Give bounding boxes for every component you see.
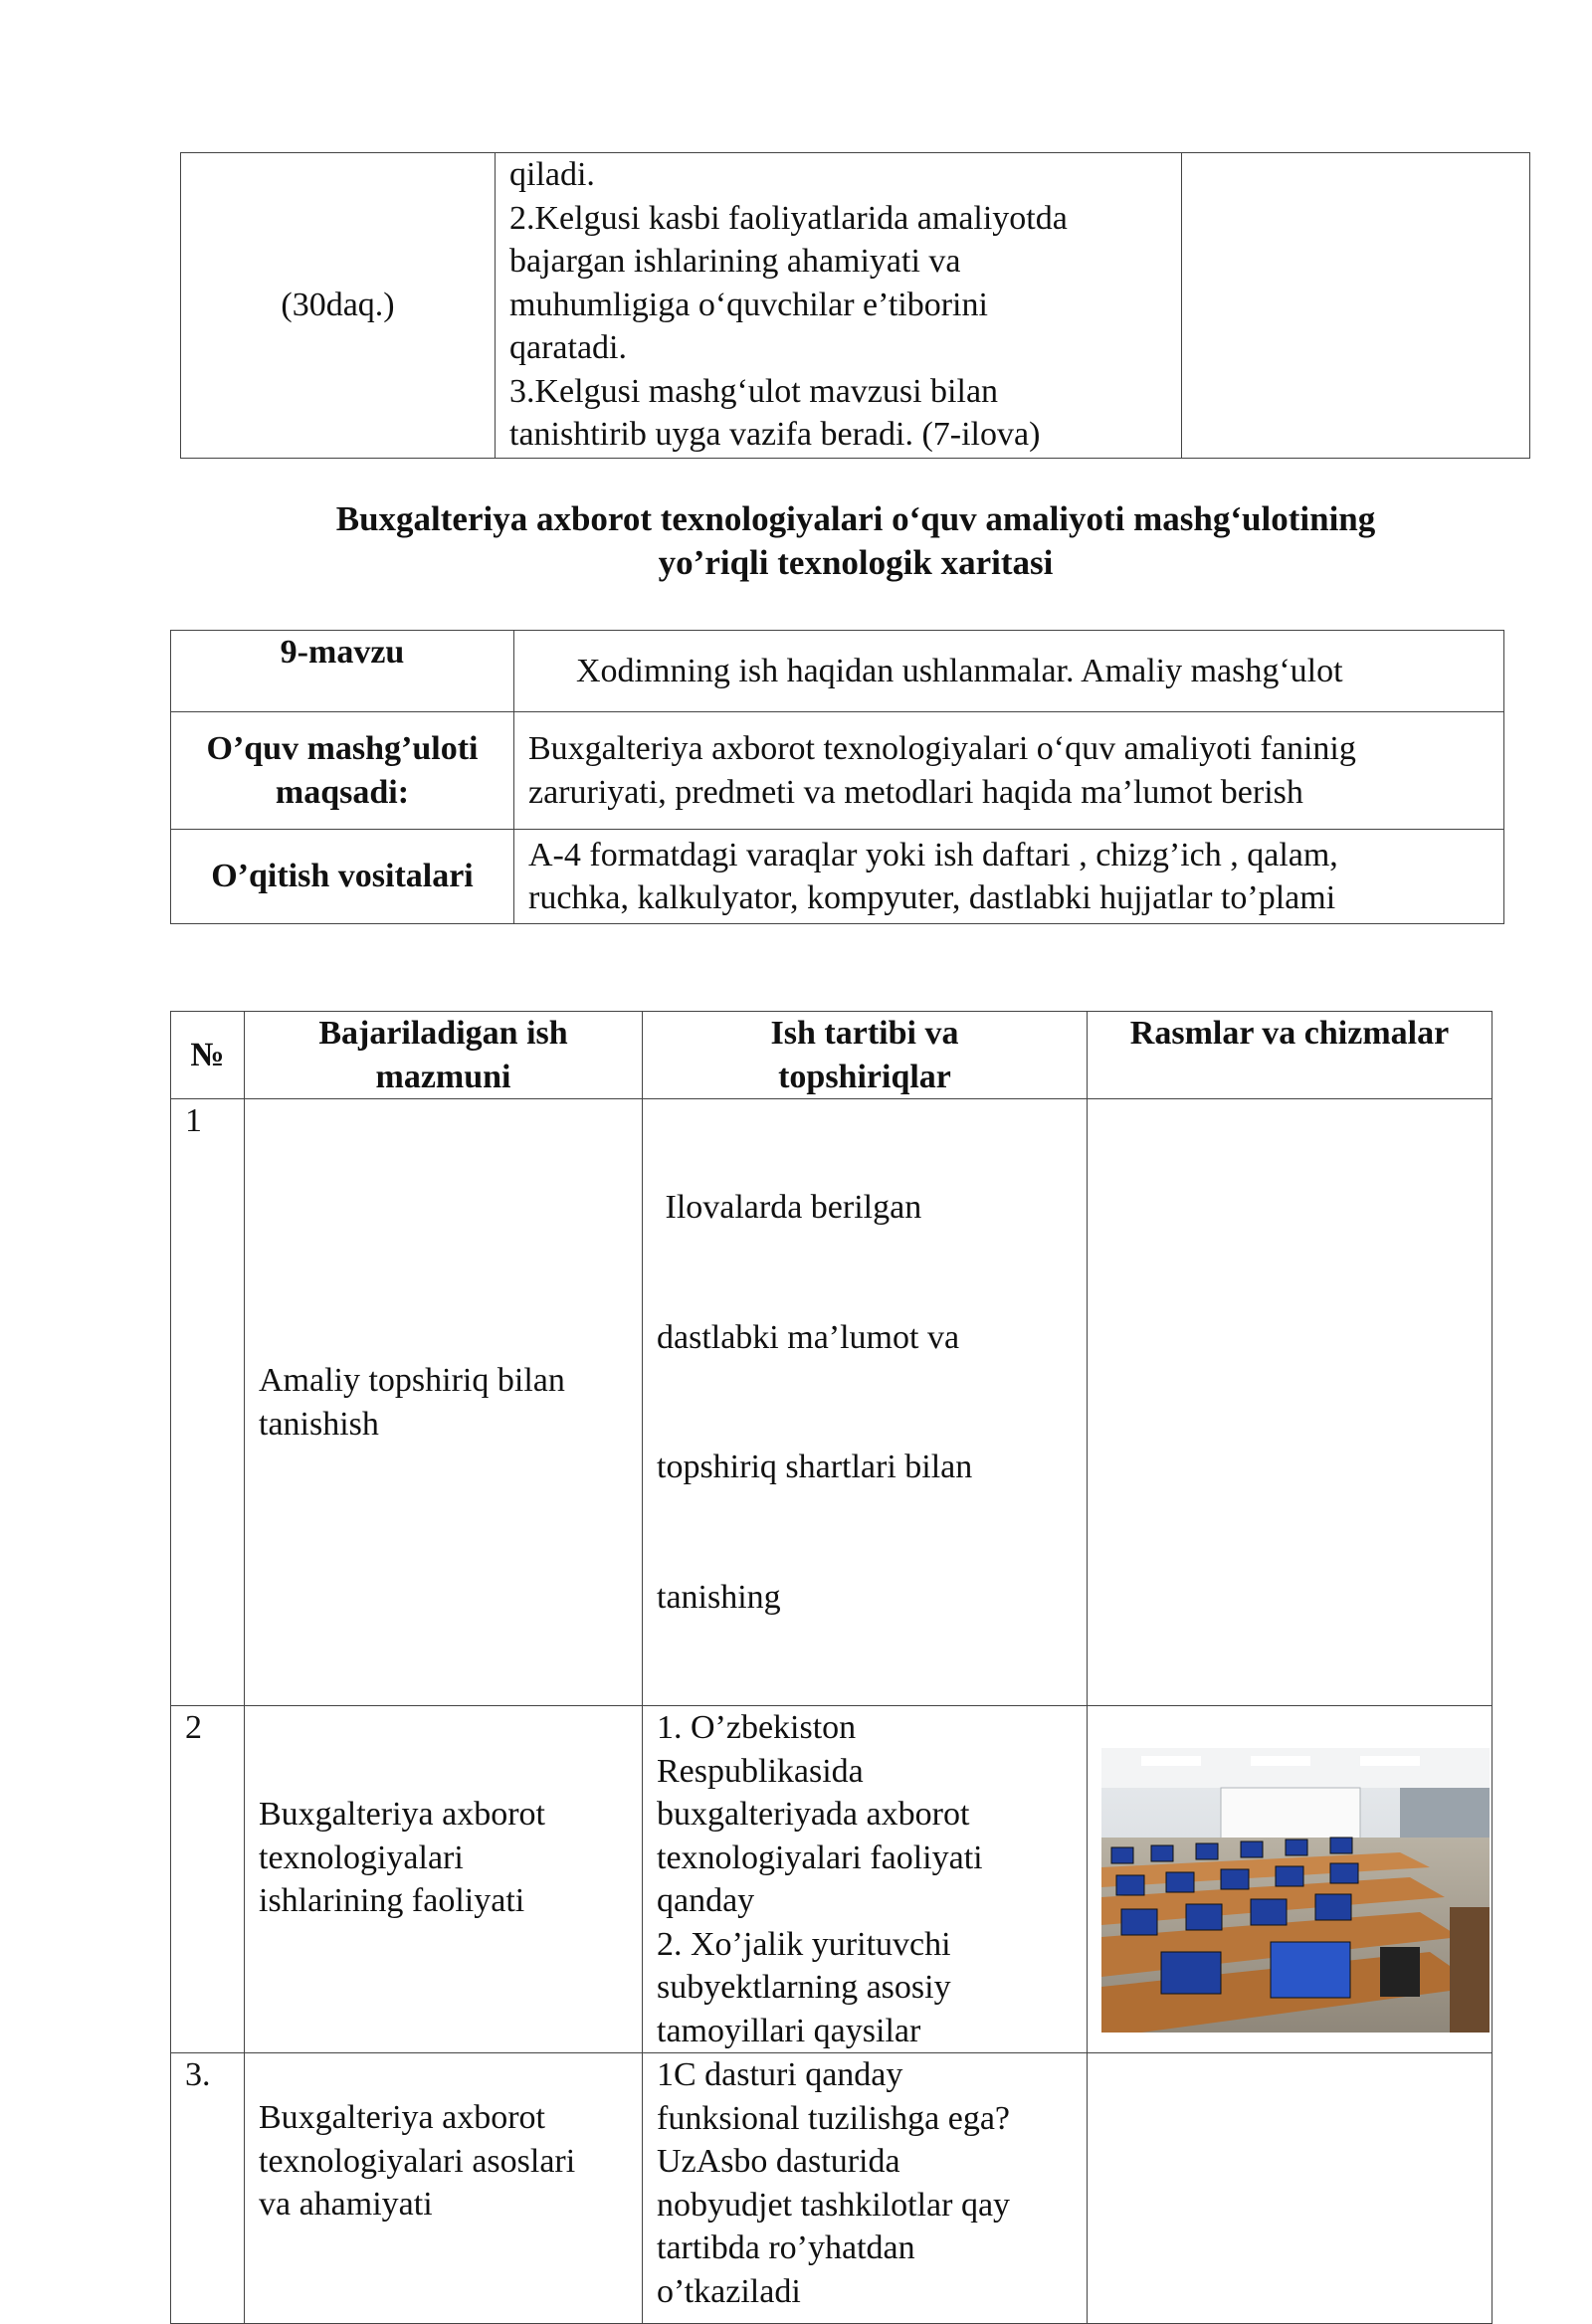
topic-value: Xodimning ish haqidan ushlanmalar. Amaliy mashg‘ulot: [576, 652, 1343, 689]
table-row: [171, 2053, 1492, 2324]
page-title: [159, 497, 1552, 585]
text-line: 2.Kelgusi kasbi faoliyatlarida amaliyotda: [509, 199, 1068, 237]
computer-lab-image: [1101, 1748, 1490, 2033]
text-line: topshiriq shartlari bilan: [657, 1449, 973, 1485]
text-line: o’tkaziladi: [657, 2272, 801, 2310]
text-line: nobyudjet tashkilotlar qay: [657, 2186, 1011, 2224]
table-row: [181, 153, 1530, 459]
title-line: Buxgalteriya axborot texnologiyalari o‘quv amaliyoti mashg‘ulotining: [335, 499, 1376, 538]
goal-label: maqsadi:: [275, 773, 410, 811]
row-images: [1088, 2053, 1492, 2324]
table-row: [171, 1099, 1492, 1706]
text-line: dastlabki ma’lumot va: [657, 1318, 960, 1356]
text-line: 1. O’zbekiston: [657, 1709, 857, 1746]
time-cell: [181, 153, 496, 459]
text-line: buxgalteriyada axborot: [657, 1796, 970, 1833]
row-order: [643, 1706, 1088, 2053]
goal-label-cell: [171, 712, 514, 830]
text-line: muhumligiga o‘quvchilar e’tiborini: [509, 286, 988, 323]
text-line: funksional tuzilishga ega?: [657, 2099, 1011, 2137]
text-line: Amaliy topshiriq bilan: [259, 1362, 565, 1399]
text-line: qaratadi.: [509, 329, 627, 366]
header-order: [643, 1012, 1088, 1099]
text-line: subyektlarning asosiy: [657, 1969, 951, 2006]
text-line: tanishing: [657, 1578, 781, 1616]
table-row: [171, 830, 1504, 924]
text-line: Buxgalteriya axborot: [259, 2099, 545, 2136]
topic-label: 9-mavzu: [280, 634, 405, 671]
row-images: [1088, 1099, 1492, 1706]
top-table: [180, 152, 1530, 459]
text-line: 2. Xo’jalik yurituvchi: [657, 1925, 951, 1963]
table-row: [171, 1706, 1492, 2053]
topic-label-cell: [171, 631, 514, 712]
text-line: qiladi.: [509, 156, 595, 193]
goal-value-cell: [514, 712, 1504, 830]
header-order-label: Ish tartibi va: [770, 1015, 959, 1052]
goal-value: Buxgalteriya axborot texnologiyalari o‘quv amaliyoti faninig: [528, 730, 1356, 767]
text-line: bajargan ishlarining ahamiyati va: [509, 243, 961, 280]
header-num: [171, 1012, 245, 1099]
empty-cell: [1182, 153, 1530, 459]
text-line: qanday: [657, 1882, 755, 1919]
row-num: [171, 1706, 245, 2053]
text-line: tanishtirib uyga vazifa beradi. (7-ilova): [509, 416, 1041, 453]
row-content: [245, 2053, 643, 2324]
text-line: tamoyillari qaysilar: [657, 2012, 921, 2049]
text-line: texnologiyalari asoslari: [259, 2142, 576, 2180]
row-order: [643, 1099, 1088, 1706]
header-order-label: topshiriqlar: [778, 1058, 951, 1095]
header-content-label: mazmuni: [375, 1058, 511, 1095]
text-line: texnologiyalari faoliyati: [657, 1839, 983, 1876]
row-content: [245, 1706, 643, 2053]
text-line: ishlarining faoliyati: [259, 1882, 525, 1919]
header-num-label: №: [190, 1036, 225, 1073]
goal-label: O’quv mashg’uloti: [206, 730, 479, 767]
row-order: [643, 2053, 1088, 2324]
title-line: yo’riqli texnologik xaritasi: [658, 543, 1054, 582]
tools-label: O’qitish vositalari: [211, 858, 474, 895]
text-line: 3.Kelgusi mashg‘ulot mavzusi bilan: [509, 372, 999, 410]
text-line: tanishish: [259, 1405, 379, 1443]
row-content: [245, 1099, 643, 1706]
header-images-label: Rasmlar va chizmalar: [1129, 1015, 1450, 1052]
text-line: texnologiyalari: [259, 1839, 464, 1876]
row-images: [1088, 1706, 1492, 2053]
topic-value-cell: [514, 631, 1504, 712]
row-num-label: 1: [185, 1102, 202, 1139]
text-line: Respublikasida: [657, 1752, 864, 1790]
table-header-row: [171, 1012, 1492, 1099]
text-line: Ilovalarda berilgan: [657, 1189, 922, 1226]
text-line: va ahamiyati: [259, 2186, 433, 2223]
table-row: [171, 712, 1504, 830]
row-num-label: 2: [185, 1709, 202, 1746]
info-table: [170, 630, 1504, 924]
tools-value: A-4 formatdagi varaqlar yoki ish daftari , chizg’ich , qalam,: [528, 836, 1338, 873]
computer-lab-photo: [1101, 1748, 1490, 2033]
tools-value-cell: [514, 830, 1504, 924]
table-row: [171, 631, 1504, 712]
row-num-label: 3.: [185, 2056, 211, 2093]
text-line: Buxgalteriya axborot: [259, 1796, 545, 1833]
time-label: (30daq.): [281, 287, 395, 324]
tools-label-cell: [171, 830, 514, 924]
header-content-label: Bajariladigan ish: [318, 1015, 568, 1052]
row-num: [171, 2053, 245, 2324]
text-line: tartibda ro’yhatdan: [657, 2229, 915, 2266]
header-content: [245, 1012, 643, 1099]
tools-value: ruchka, kalkulyator, kompyuter, dastlabki hujjatlar to’plami: [528, 879, 1336, 916]
content-cell: [496, 153, 1182, 459]
header-images: [1088, 1012, 1492, 1099]
row-num: [171, 1099, 245, 1706]
work-table: [170, 1011, 1492, 2324]
goal-value: zaruriyati, predmeti va metodlari haqida ma’lumot berish: [528, 773, 1303, 811]
text-line: UzAsbo dasturida: [657, 2143, 900, 2180]
text-line: 1C dasturi qanday: [657, 2056, 903, 2093]
